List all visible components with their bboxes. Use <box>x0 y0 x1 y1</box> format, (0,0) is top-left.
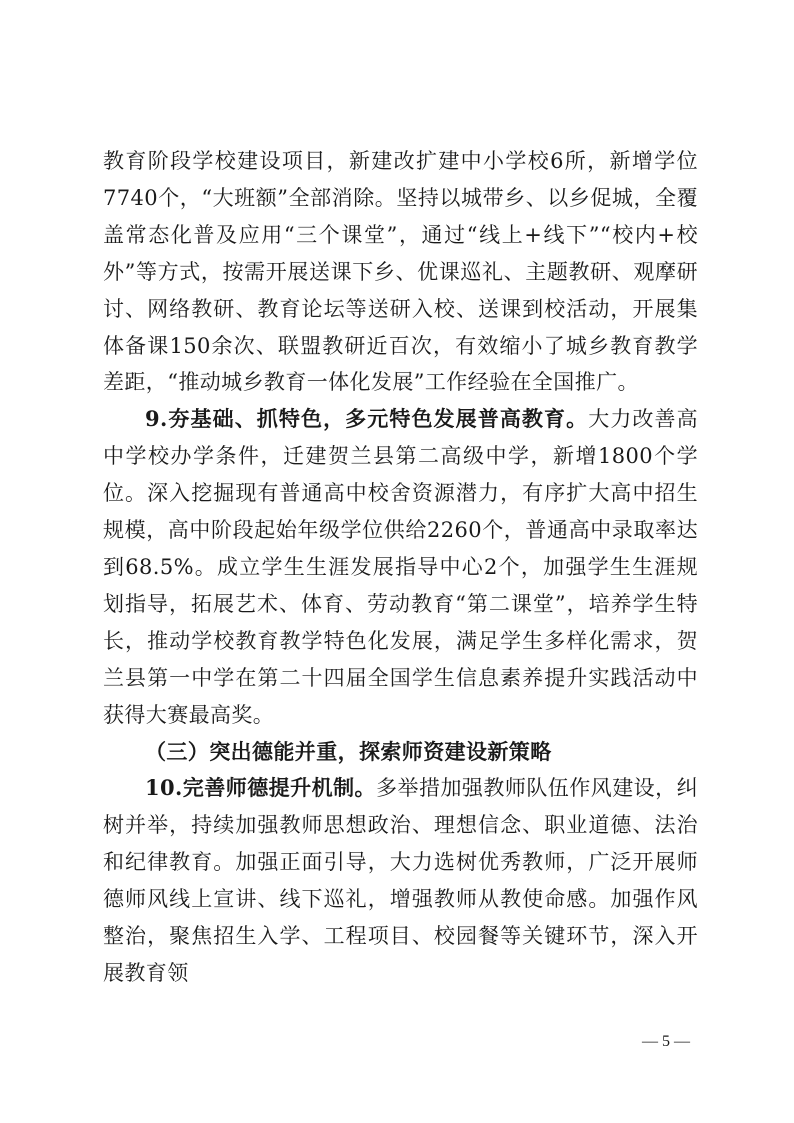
section-heading-3: （三）突出德能并重，探索师资建设新策略 <box>145 739 552 764</box>
document-body <box>103 143 698 992</box>
paragraph-teacher-ethics <box>103 770 698 991</box>
paragraph-heading-10: 10.完善师德提升机制。 <box>145 775 377 801</box>
paragraph-heading-9: 9.夯基础、抓特色，多元特色发展普高教育。 <box>145 406 589 432</box>
page-number: — 5 — <box>642 1033 690 1050</box>
paragraph-body-9: 大力改善高中学校办学条件，迁建贺兰县第二高级中学，新增1800个学位。深入挖掘现有普通高中校舍资源潜力，有序扩大高中招生规模，高中阶段起始年级学位供给2260个，普通高中录取率达到68.5%。成立学生生涯发展指导中心2个，加强学生生涯规划指导，拓展艺术、体育、劳动教育“第二课堂”，培养学生特长，推动学校教育教学特色化发展，满足学生多样化需求，贺兰县第一中学在第二十四届全国学生信息素养提升实践活动中获得大赛最高奖。 <box>103 407 698 727</box>
paragraph-general-high-school <box>103 401 698 733</box>
paragraph-continuation: 教育阶段学校建设项目，新建改扩建中小学校6所，新增学位7740个，“大班额”全部消除。坚持以城带乡、以乡促城，全覆盖常态化普及应用“三个课堂”，通过“线上+线下”“校内+校外”等方式，按需开展送课下乡、优课巡礼、主题教研、观摩研讨、网络教研、教育论坛等送研入校、送课到校活动，开展集体备课150余次、联盟教研近百次，有效缩小了城乡教育教学差距，“推动城乡教育一体化发展”工作经验在全国推广。 <box>103 149 698 395</box>
paragraph-body-10: 多举措加强教师队伍作风建设，纠树并举，持续加强教师思想政治、理想信念、职业道德、法治和纪律教育。加强正面引导，大力选树优秀教师，广泛开展师德师风线上宣讲、线下巡礼，增强教师从教使命感。加强作风整治，聚焦招生入学、工程项目、校园餐等关键环节，深入开展教育领 <box>103 776 698 985</box>
